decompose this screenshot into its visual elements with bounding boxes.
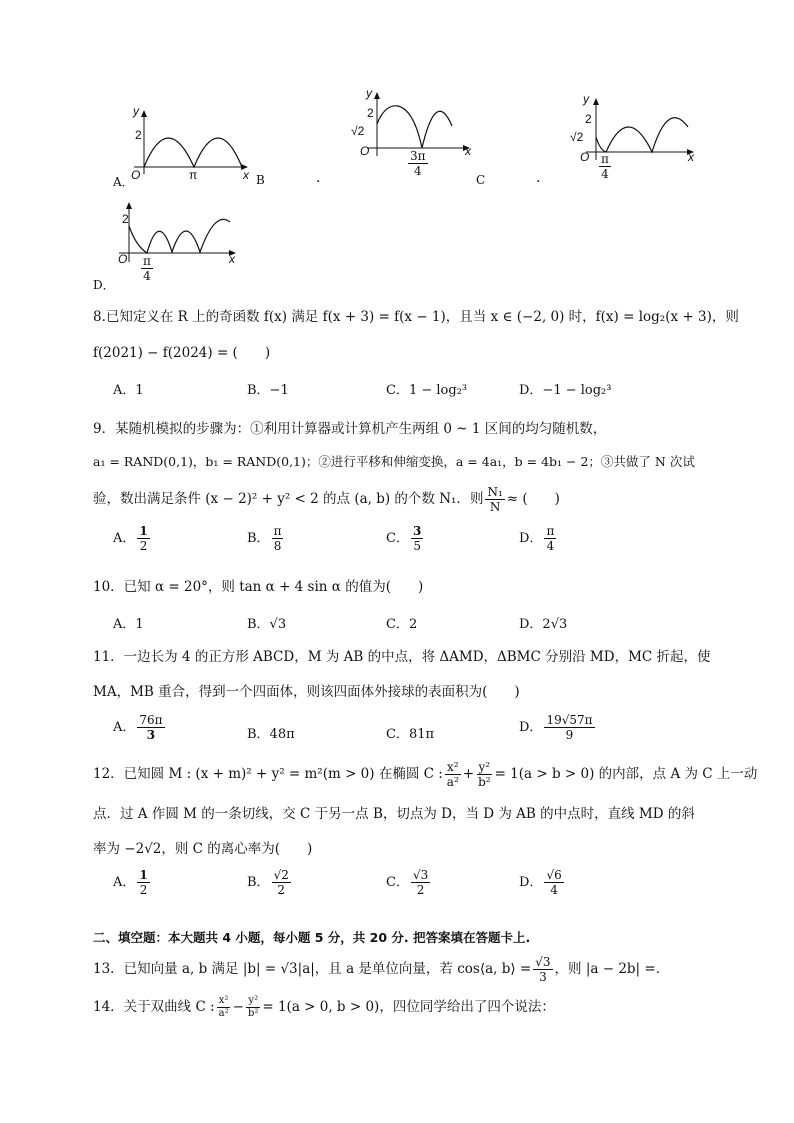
q11-option-d-den: 9 xyxy=(565,728,574,742)
q13-frac-num: √3 xyxy=(535,955,551,969)
q9-line3-end: ≈ ( ) xyxy=(506,491,560,507)
q9-option-b-frac xyxy=(272,524,284,553)
graph-c-y-arrow xyxy=(593,98,599,105)
q12-frac-y-den: b² xyxy=(478,775,491,789)
graph-c-tick xyxy=(599,152,611,181)
q12-option-c xyxy=(386,868,432,897)
graph-d-option: D． xyxy=(93,278,115,292)
graph-d-tick-den: 4 xyxy=(143,269,151,283)
graph-a-option: A． xyxy=(113,175,134,189)
q11-option-c: C．81π xyxy=(386,727,435,742)
q14-line1-end: = 1(a > 0, b > 0)，四位同学给出了四个说法： xyxy=(262,999,555,1015)
q11-option-a-label: A． xyxy=(113,720,136,735)
graph-c-x-label: x xyxy=(688,150,694,164)
q12-line1 xyxy=(93,760,757,789)
graph-b-y-label: y xyxy=(366,86,372,100)
graph-b-x-label: x xyxy=(465,144,471,158)
q12-option-c-label: C． xyxy=(386,875,409,890)
q12-option-b-frac xyxy=(272,868,291,897)
graph-c-tick-num: π xyxy=(601,152,609,166)
graph-c-tick-den: 4 xyxy=(601,167,609,181)
q12-option-d-frac xyxy=(544,868,563,897)
q12-option-a xyxy=(113,868,152,897)
q9-option-d-frac xyxy=(544,524,556,553)
q9-ratio xyxy=(485,485,504,514)
q9-option-d-den: 4 xyxy=(546,539,555,553)
graph-a-y-label: y xyxy=(133,104,139,118)
q9-option-a-num: 1 xyxy=(139,524,148,538)
graph-d xyxy=(116,196,246,266)
q13-line1-end: ，则 |a − 2b| = xyxy=(554,961,656,977)
graph-c xyxy=(572,92,702,162)
q13-line1 xyxy=(93,955,669,984)
dot-separator-2: . xyxy=(536,170,541,186)
q12-option-d-label: D． xyxy=(519,875,543,890)
q9-option-a-den: 2 xyxy=(139,539,148,553)
q9-option-c-frac xyxy=(411,524,423,553)
q9-ratio-num: N₁ xyxy=(487,485,503,499)
q11-line2: MA，MB 重合，得到一个四面体，则该四面体外接球的表面积为( ) xyxy=(93,684,520,700)
q9-option-c xyxy=(386,524,425,553)
q12-option-c-num: √3 xyxy=(412,868,429,882)
q10-line1: 10．已知 α = 20°，则 tan α + 4 sin α 的值为( ) xyxy=(93,579,424,595)
graph-d-curve xyxy=(129,219,230,253)
q11-option-a-num: 76π xyxy=(139,713,163,727)
graph-a-two: 2 xyxy=(135,128,142,142)
q8-option-d: D．−1 − log₂³ xyxy=(519,383,612,398)
q12-frac-x-num: x² xyxy=(446,760,459,774)
q12-option-d-den: 4 xyxy=(550,883,558,897)
graph-b-option: B xyxy=(256,173,265,187)
q12-line1-text: 12．已知圆 M : (x + m)² + y² = m²(m > 0) 在椭圆 C : xyxy=(93,766,443,782)
graph-b-curve xyxy=(377,106,452,148)
q14-line1-text: 14．关于双曲线 C : xyxy=(93,999,215,1015)
q12-option-a-frac xyxy=(137,868,149,897)
q8-option-b: B．−1 xyxy=(247,383,289,398)
graph-a-pi: π xyxy=(189,168,198,182)
q9-line1: 9．某随机模拟的步骤为：①利用计算器或计算机产生两组 0 ~ 1 区间的均匀随机数， xyxy=(93,421,607,437)
q8-line1: 8.已知定义在 R 上的奇函数 f(x) 满足 f(x + 3) = f(x − 1)，且当 x ∈ (−2, 0) 时，f(x) = log₂(x + 3)，则 xyxy=(93,309,739,325)
q9-option-c-den: 5 xyxy=(413,539,421,553)
q9-option-a-frac xyxy=(137,524,149,553)
graph-a-origin: O xyxy=(131,168,141,182)
graph-c-two: 2 xyxy=(585,112,592,126)
q9-line2: a₁ = RAND(0,1)，b₁ = RAND(0,1)；②进行平移和伸缩变换，a = 4a₁，b = 4b₁ − 2；③共做了 N 次试 xyxy=(93,454,695,469)
q12-option-d xyxy=(519,868,566,897)
q14-frac-y-den: b² xyxy=(247,1008,259,1019)
q9-option-d-num: π xyxy=(546,524,555,538)
q14-frac-x-num: x² xyxy=(218,995,229,1006)
q11-option-d xyxy=(519,713,597,742)
q14-frac-x-den: a² xyxy=(218,1008,229,1019)
q9-line3 xyxy=(93,485,560,514)
q9-option-a xyxy=(113,524,152,553)
q12-option-a-label: A． xyxy=(113,875,136,890)
q12-line1-end: = 1(a > b > 0) 的内部，点 A 为 C 上一动 xyxy=(494,766,758,782)
graph-c-option: C xyxy=(476,173,486,187)
q14-frac-x xyxy=(217,995,231,1020)
graph-c-root2: √2 xyxy=(570,130,584,144)
graph-b-tick-num: 3π xyxy=(410,149,426,163)
q14-frac-y xyxy=(246,995,260,1020)
q13-frac xyxy=(533,955,552,984)
graph-d-tick-num: π xyxy=(143,254,151,268)
graph-d-tick xyxy=(141,254,153,283)
graph-b-y-arrow xyxy=(374,92,380,99)
q10-option-b: B．√3 xyxy=(247,617,287,632)
q11-option-a-frac xyxy=(137,713,164,742)
q10-option-a: A．1 xyxy=(113,617,144,632)
q11-option-d-num: 19√57π xyxy=(546,713,593,727)
q11-option-a xyxy=(113,713,167,742)
q9-option-c-num: 3 xyxy=(412,524,422,538)
q12-option-b-den: 2 xyxy=(277,883,286,897)
q12-frac-x xyxy=(445,760,461,789)
graph-a-x-label: x xyxy=(243,168,249,182)
graph-d-x-label: x xyxy=(229,252,235,266)
q14-minus: − xyxy=(232,999,244,1015)
graph-c-y-label: y xyxy=(583,92,589,106)
q12-option-b xyxy=(247,868,293,897)
q9-option-d xyxy=(519,524,558,553)
q8-option-c: C．1 − log₂³ xyxy=(386,383,468,398)
graph-c-origin: O xyxy=(580,150,590,164)
q8-option-a: A．1 xyxy=(113,383,144,398)
graph-d-two: 2 xyxy=(122,212,129,226)
q12-frac-x-den: a² xyxy=(446,775,459,789)
q11-line1: 11．一边长为 4 的正方形 ABCD，M 为 AB 的中点，将 ΔAMD，ΔBMC 分别沿 MD，MC 折起，使 xyxy=(93,649,711,665)
q12-option-d-num: √6 xyxy=(546,868,562,882)
dot-separator-1: . xyxy=(316,170,321,186)
q13-line1-text: 13．已知向量 a, b 满足 |b| = √3|a|，且 a 是单位向量，若 cos⟨a, b⟩ = xyxy=(93,961,532,977)
q11-option-d-label: D． xyxy=(519,720,543,735)
q12-frac-y xyxy=(476,760,493,789)
q14-line1 xyxy=(93,995,555,1020)
q12-plus: + xyxy=(462,766,475,782)
q11-option-b: B．48π xyxy=(247,727,295,742)
graph-d-y-arrow xyxy=(126,202,132,209)
q8-line2: f(2021) − f(2024) = ( ) xyxy=(93,345,271,361)
q12-line3: 率为 −2√2，则 C 的离心率为( ) xyxy=(93,841,313,857)
q9-line3-text: 验，数出满足条件 (x − 2)² + y² < 2 的点 (a, b) 的个数 N₁．则 xyxy=(93,491,484,507)
q9-option-b xyxy=(247,524,285,553)
section-2-heading: 二、填空题：本大题共 4 小题，每小题 5 分，共 20 分. 把答案填在答题卡上. xyxy=(93,930,531,945)
q9-ratio-den: N xyxy=(489,500,501,514)
q9-option-c-label: C． xyxy=(386,531,409,546)
q12-option-b-num: √2 xyxy=(273,868,289,882)
q12-option-c-frac xyxy=(411,868,430,897)
q14-frac-y-num: y² xyxy=(248,995,258,1006)
q9-option-b-den: 8 xyxy=(273,539,282,553)
q12-option-b-label: B． xyxy=(247,875,270,890)
q12-frac-y-num: y² xyxy=(478,760,491,774)
q12-option-c-den: 2 xyxy=(416,883,425,897)
q13-blank: ． xyxy=(655,961,670,977)
q10-option-c: C．2 xyxy=(386,617,418,632)
graph-b-tick xyxy=(408,149,428,178)
graph-c-curve xyxy=(596,118,688,152)
q12-option-a-den: 2 xyxy=(139,883,148,897)
graph-a-curve xyxy=(144,138,242,167)
q11-option-d-frac xyxy=(544,713,594,742)
q11-option-a-den: 3 xyxy=(146,728,156,742)
graph-b-root2: √2 xyxy=(351,124,365,138)
graph-b-origin: O xyxy=(360,144,370,158)
graph-b-two: 2 xyxy=(367,106,374,120)
q10-option-d: D．2√3 xyxy=(519,617,568,632)
q9-option-b-label: B． xyxy=(247,531,270,546)
graph-a-y-arrow xyxy=(141,110,147,117)
q9-option-d-label: D． xyxy=(519,531,543,546)
q9-option-b-num: π xyxy=(273,524,282,538)
q12-option-a-num: 1 xyxy=(139,868,148,882)
q13-frac-den: 3 xyxy=(539,970,547,984)
q12-line2: 点．过 A 作圆 M 的一条切线，交 C 于另一点 B，切点为 D，当 D 为 AB 的中点时，直线 MD 的斜 xyxy=(93,806,695,822)
graph-d-origin: O xyxy=(118,252,128,266)
q9-option-a-label: A． xyxy=(113,531,136,546)
graph-b-tick-den: 4 xyxy=(413,164,422,178)
